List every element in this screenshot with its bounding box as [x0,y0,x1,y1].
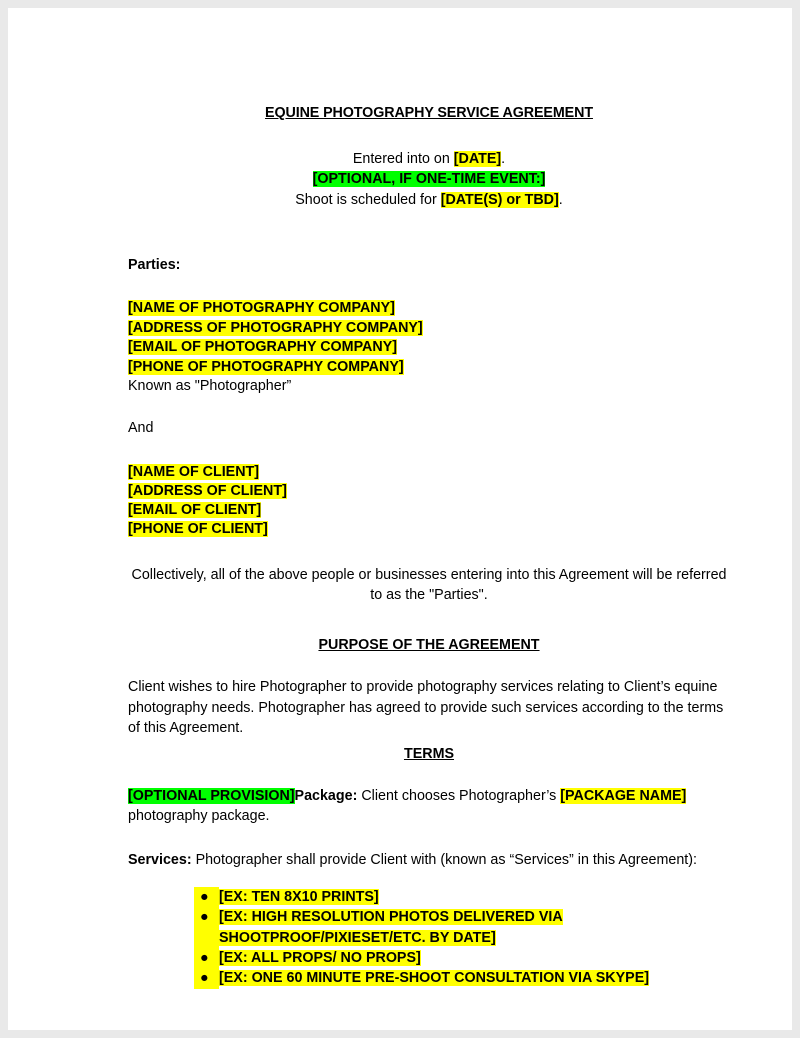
optional-provision-tag: [OPTIONAL PROVISION] [128,787,295,804]
list-item [128,968,730,988]
package-label: Package: [294,787,358,804]
bullet-icon: ● [200,909,209,926]
terms-heading [128,745,730,764]
list-item-label: [EX: ONE 60 MINUTE PRE-SHOOT CONSULTATION VIA SKYPE] [219,970,649,987]
list-item [128,948,730,968]
shoot-date-placeholder: [DATE(S) or TBD] [440,191,559,208]
date-placeholder: [DATE] [453,151,502,168]
shoot-scheduled-line [128,190,730,210]
client-email-placeholder: [EMAIL OF CLIENT] [128,501,262,518]
photographer-email-placeholder: [EMAIL OF PHOTOGRAPHY COMPANY] [128,339,398,356]
list-item-label: [EX: ALL PROPS/ NO PROPS] [219,950,421,967]
client-address-placeholder: [ADDRESS OF CLIENT] [128,482,287,499]
client-name-placeholder: [NAME OF CLIENT] [128,463,260,480]
purpose-heading [128,636,730,655]
entered-into-prefix: Entered into on [352,151,454,168]
photographer-known-as: Known as "Photographer” [128,377,292,394]
entered-into-line [128,149,730,169]
client-phone-line [128,520,730,539]
shoot-scheduled-prefix: Shoot is scheduled for [295,191,441,208]
document-page [8,8,792,1030]
optional-event-note: [OPTIONAL, IF ONE-TIME EVENT:] [312,171,546,188]
photographer-address-placeholder: [ADDRESS OF PHOTOGRAPHY COMPANY] [128,319,423,336]
document-content [128,8,730,989]
collectively-paragraph: Collectively, all of the above people or businesses entering into this Agreement will be referred to as the "Parties". [131,567,727,604]
photographer-phone-placeholder: [PHONE OF PHOTOGRAPHY COMPANY] [128,358,404,375]
client-block [128,463,730,540]
package-name-placeholder: [PACKAGE NAME] [560,787,687,804]
photographer-block [128,299,730,396]
client-name-line [128,463,730,482]
package-text-before: Client chooses Photographer’s [357,787,561,804]
page-title [128,104,730,123]
photographer-email-line [128,338,730,357]
list-item-label: [EX: HIGH RESOLUTION PHOTOS DELIVERED VIA SHOOTPROOF/PIXIESET/ETC. BY DATE] [219,909,563,946]
shoot-scheduled-suffix: . [558,191,563,208]
services-list [128,887,730,988]
client-email-line [128,501,730,520]
entered-into-suffix: . [501,151,506,168]
bullet-icon: ● [200,889,209,906]
photographer-name-placeholder: [NAME OF PHOTOGRAPHY COMPANY] [128,300,395,317]
photographer-name-line [128,299,730,318]
photographer-address-line [128,319,730,338]
client-address-line [128,482,730,501]
services-intro-text: Photographer shall provide Client with (known as “Services” in this Agreement): [191,851,697,868]
list-item-label: [EX: TEN 8X10 PRINTS] [219,889,379,906]
services-label: Services: [128,851,192,868]
purpose-body: Client wishes to hire Photographer to provide photography services relating to Client’s equine photography needs. Photographer has agreed to provide such services according to the terms of this Agreement. [128,678,724,737]
package-provision-paragraph [128,786,730,827]
intro-block [128,149,730,210]
bullet-icon: ● [200,950,209,967]
terms-heading-text: TERMS [403,745,455,762]
list-item [128,907,730,948]
photographer-phone-line [128,358,730,377]
services-paragraph [128,851,730,870]
page-title-text: EQUINE PHOTOGRAPHY SERVICE AGREEMENT [265,105,593,121]
list-item [128,887,730,907]
parties-label: Parties: [128,257,181,274]
parties-conjunction: And [128,420,154,437]
bullet-icon: ● [200,970,209,987]
client-phone-placeholder: [PHONE OF CLIENT] [128,521,268,538]
purpose-heading-text: PURPOSE OF THE AGREEMENT [318,636,540,653]
optional-event-note-line [128,169,730,189]
package-text-after: photography package. [128,808,270,825]
